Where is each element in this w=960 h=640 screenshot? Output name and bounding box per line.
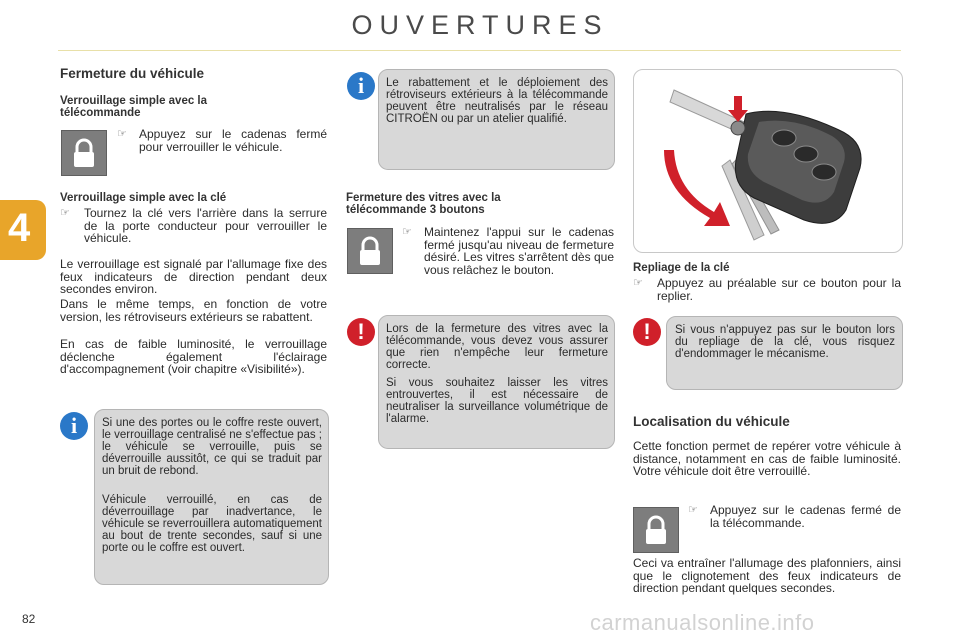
subtitle-repliage-cle: Repliage de la clé (633, 262, 730, 274)
section-title-fermeture: Fermeture du véhicule (60, 66, 205, 81)
page-number: 82 (22, 612, 36, 626)
info-icon: i (60, 412, 88, 440)
subtitle-verrouillage-cle: Verrouillage simple avec la clé (60, 192, 227, 204)
lock-button-tile (347, 228, 393, 274)
bullet-arrow-icon: ☞ (402, 226, 412, 238)
padlock-closed-icon (634, 508, 678, 552)
paragraph-plafonniers: Ceci va entraîner l'allumage des plafonniers, ainsi que le clignotement des feux indicateurs de direction pendant quelques secondes. (633, 556, 901, 595)
warning-text-fermeture: Lors de la fermeture des vitres avec la télécommande, vous devez vous assurer que rien n'empêche leur fermeture correcte. (386, 323, 608, 371)
chapter-number: 4 (8, 206, 31, 250)
info-text-retroviseurs: Le rabattement et le déploiement des rétroviseurs extérieurs à la télécommande peuvent être neutralisés par le réseau CITROËN ou par un atelier qualifié. (386, 77, 608, 125)
paragraph-signalisation: Le verrouillage est signalé par l'allumage fixe des feux indicateurs de direction pendant deux secondes environ. (60, 257, 327, 296)
warning-text-repliage: Si vous n'appuyez pas sur le bouton lors du repliage de la clé, vous risquez d'endommager le mécanisme. (675, 324, 895, 360)
warning-text-alarme: Si vous souhaitez laisser les vitres entrouvertes, il est nécessaire de neutraliser la surveillance volumétrique de l'alarme. (386, 377, 608, 425)
bullet-appuyez-telecommande: ☞ Appuyez sur le cadenas fermé de la télécommande. (688, 503, 901, 530)
key-illustration (633, 69, 903, 253)
paragraph-luminosite: En cas de faible luminosité, le verrouillage déclenche également l'éclairage d'accompagnement (voir chapitre «Visibilité»). (60, 337, 327, 376)
page-title: OUVERTURES (351, 10, 609, 40)
bullet-maintenez: ☞ Maintenez l'appui sur le cadenas fermé jusqu'au niveau de fermeture désiré. Les vitres s'arrêtent dès que vous relâchez le bouton. (402, 225, 614, 277)
bullet-appuyez-bouton: ☞ Appuyez au préalable sur ce bouton pour la replier. (633, 276, 901, 303)
info-text-reverrouillage: Véhicule verrouillé, en cas de déverrouillage par inadvertance, le véhicule se reverrouillera automatiquement au bout de trente secondes, sauf si une porte ou le coffre est ouvert. (102, 494, 322, 554)
subtitle-verrouillage-telecommande: Verrouillage simple avec la télécommande (60, 95, 208, 119)
bullet-tournez-cle: ☞ Tournez la clé vers l'arrière dans la serrure de la porte conducteur pour verrouiller le véhicule. (60, 206, 327, 245)
bullet-arrow-icon: ☞ (688, 504, 698, 516)
watermark: carmanualsonline.info (590, 610, 815, 635)
warning-box-repliage (666, 316, 903, 390)
warning-box-vitres (378, 315, 615, 449)
warning-icon: ! (347, 318, 375, 346)
bullet-arrow-icon: ☞ (117, 128, 127, 140)
subtitle-fermeture-vitres: Fermeture des vitres avec la télécommande 3 boutons (346, 192, 501, 216)
padlock-closed-icon (348, 229, 392, 273)
header-rule (58, 50, 901, 51)
info-box-retroviseurs (378, 69, 615, 170)
padlock-closed-icon (62, 131, 106, 175)
lock-button-tile (633, 507, 679, 553)
info-box-portes (94, 409, 329, 585)
bullet-arrow-icon: ☞ (633, 277, 643, 289)
bullet-appuyez-cadenas: ☞ Appuyez sur le cadenas fermé pour verrouiller le véhicule. (117, 127, 327, 154)
info-text-portes: Si une des portes ou le coffre reste ouvert, le verrouillage centralisé ne s'effectue pas ; le véhicule se verrouille, puis se déverrouille aussitôt, ce qui se traduit par un bruit de rebond. (102, 417, 322, 477)
bullet-arrow-icon: ☞ (60, 207, 70, 219)
section-title-localisation: Localisation du véhicule (633, 414, 790, 429)
lock-button-tile (61, 130, 107, 176)
paragraph-retroviseurs: Dans le même temps, en fonction de votre version, les rétroviseurs extérieurs se rabattent. (60, 297, 327, 324)
warning-icon: ! (633, 318, 661, 346)
info-icon: i (347, 72, 375, 100)
paragraph-localisation: Cette fonction permet de repérer votre véhicule à distance, notamment en cas de faible luminosité. Votre véhicule doit être verrouillé. (633, 439, 901, 478)
folding-key-illustration (634, 70, 902, 252)
